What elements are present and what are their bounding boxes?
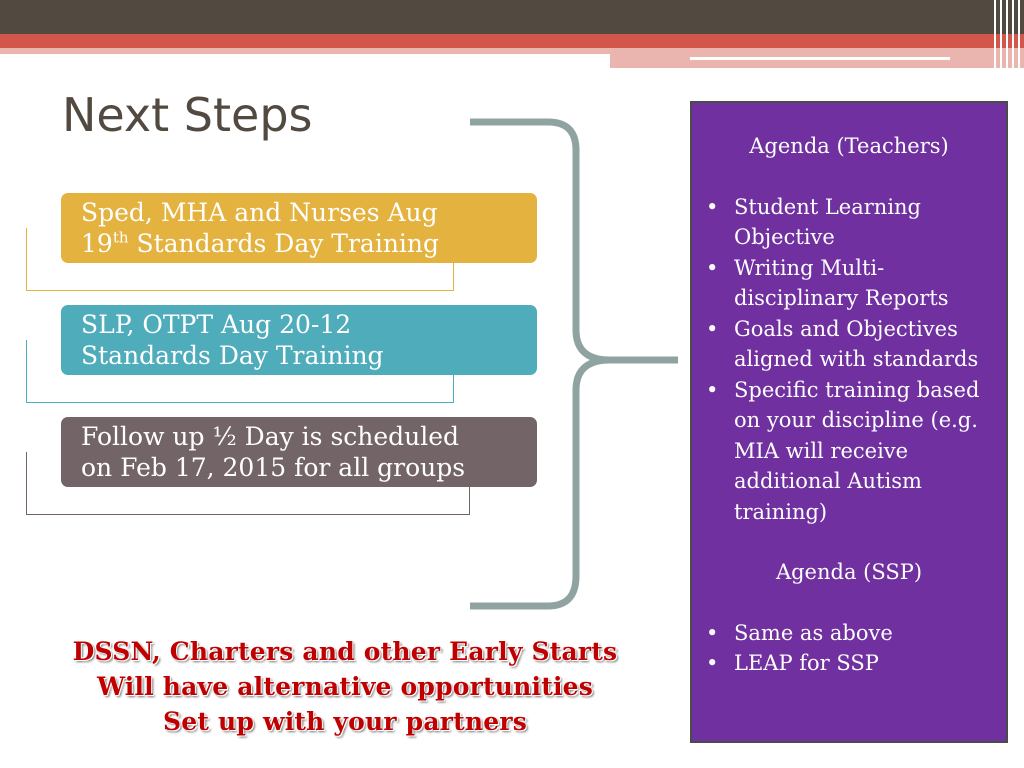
step-3-line-1: Follow up ½ Day is scheduled: [81, 422, 460, 451]
header-bar: [0, 0, 1024, 34]
list-item: • Specific training based on your discipline (e.g. MIA will receive additional Autism training): [692, 375, 1006, 528]
list-item: • Writing Multi-disciplinary Reports: [692, 253, 1006, 314]
agenda-ssp-heading: Agenda (SSP): [775, 560, 923, 584]
bottom-note: [40, 634, 650, 739]
agenda-teachers-list: [692, 192, 1006, 528]
step-2-line-1: SLP, OTPT Aug 20-12: [81, 310, 352, 339]
step-3-line-2: on Feb 17, 2015 for all groups: [81, 453, 466, 482]
bottom-note-line-2: Will have alternative opportunities: [96, 672, 594, 701]
header-stripes: [990, 0, 1024, 68]
step-1-line-1: Sped, MHA and Nurses Aug: [81, 198, 438, 227]
curly-bracket: [460, 110, 690, 620]
list-item: • LEAP for SSP: [692, 648, 1006, 679]
list-item: • Goals and Objectives aligned with standards: [692, 314, 1006, 375]
agenda-panel: [690, 101, 1008, 743]
bottom-note-line-1: DSSN, Charters and other Early Starts: [72, 637, 618, 666]
agenda-teachers-heading: Agenda (Teachers): [749, 134, 949, 158]
header-accent-bar: [0, 34, 1024, 48]
step-2-line-2: Standards Day Training: [81, 341, 384, 370]
header-light-bar: [0, 48, 610, 54]
bottom-note-line-3: Set up with your partners: [163, 707, 527, 736]
page-title: Next Steps: [62, 88, 313, 142]
list-item: • Student Learning Objective: [692, 192, 1006, 253]
list-item: • Same as above: [692, 618, 1006, 649]
header-divider: [690, 57, 950, 60]
agenda-ssp-list: [692, 618, 1006, 679]
step-1-line-2: 19th Standards Day Training: [81, 228, 440, 258]
